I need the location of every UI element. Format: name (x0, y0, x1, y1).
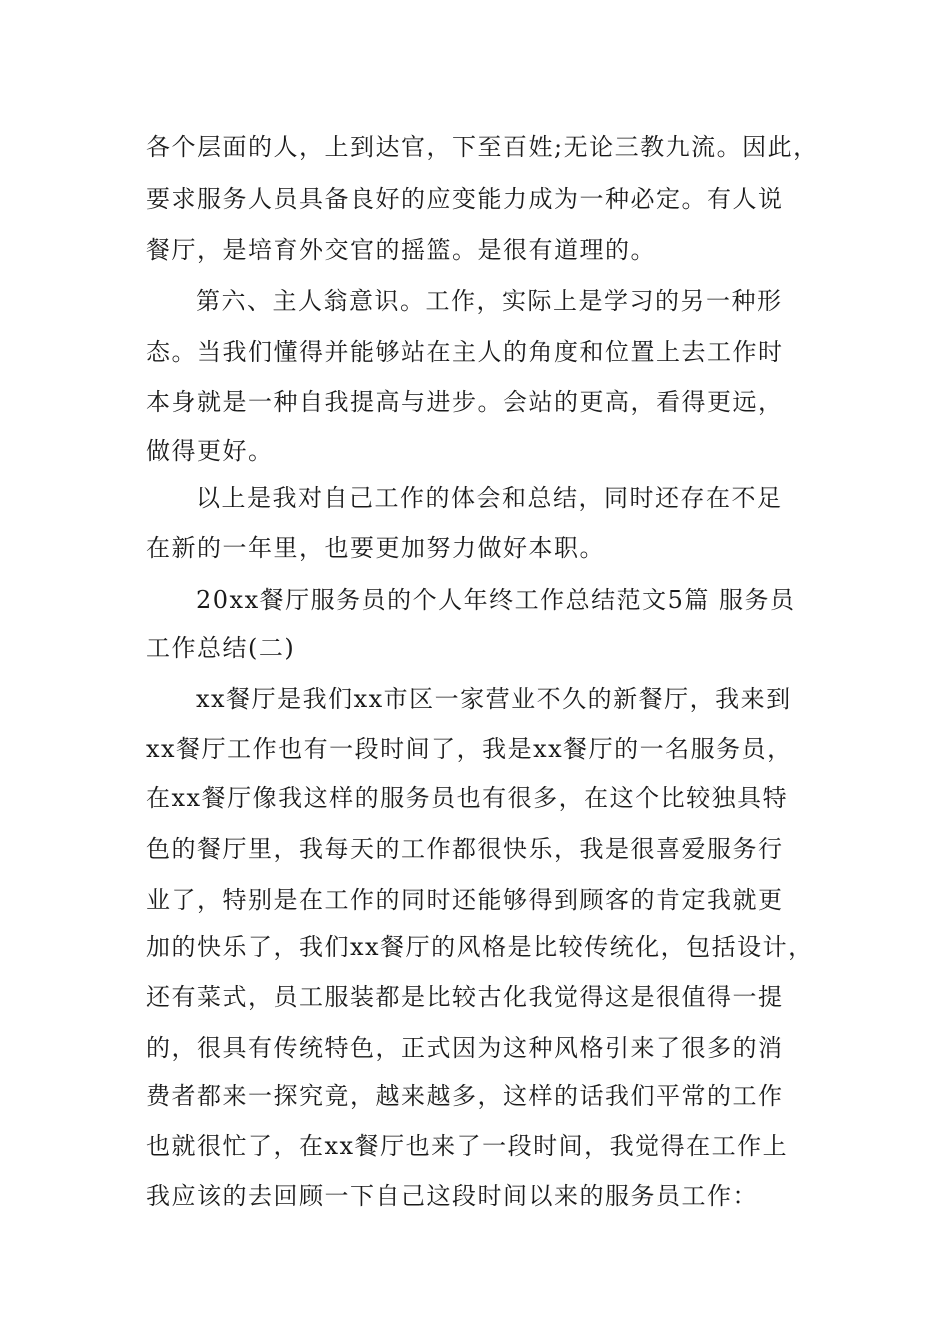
text-line: 要求服务人员具备良好的应变能力成为一种必定。有人说 (146, 185, 784, 213)
text-line: 在xx餐厅像我这样的服务员也有很多，在这个比较独具特 (146, 784, 789, 812)
text-line: 做得更好。 (146, 437, 274, 465)
text-line: 态。当我们懂得并能够站在主人的角度和位置上去工作时 (146, 338, 784, 366)
text-line: 业了，特别是在工作的同时还能够得到顾客的肯定我就更 (146, 886, 784, 914)
paragraph-start-line: 以上是我对自己工作的体会和总结，同时还存在不足 (196, 484, 783, 512)
text-line: 我应该的去回顾一下自己这段时间以来的服务员工作： (146, 1182, 758, 1210)
text-line: 餐厅，是培育外交官的摇篮。是很有道理的。 (146, 236, 656, 264)
text-line: 在新的一年里，也要更加努力做好本职。 (146, 534, 605, 562)
section-heading-line: 20xx餐厅服务员的个人年终工作总结范文5篇 服务员 (196, 586, 796, 614)
text-line: 色的餐厅里，我每天的工作都很快乐，我是很喜爱服务行 (146, 835, 784, 863)
paragraph-start-line: 第六、主人翁意识。工作，实际上是学习的另一种形 (196, 287, 783, 315)
text-line: 加的快乐了，我们xx餐厅的风格是比较传统化，包括设计， (146, 933, 814, 961)
text-line: xx餐厅工作也有一段时间了，我是xx餐厅的一名服务员， (146, 735, 793, 763)
text-line: 各个层面的人，上到达官，下至百姓;无论三教九流。因此， (146, 133, 819, 161)
text-line: 的，很具有传统特色，正式因为这种风格引来了很多的消 (146, 1034, 784, 1062)
section-heading-line: 工作总结(二) (146, 634, 296, 662)
text-line: 本身就是一种自我提高与进步。会站的更高，看得更远， (146, 388, 784, 416)
text-line: 也就很忙了，在xx餐厅也来了一段时间，我觉得在工作上 (146, 1132, 789, 1160)
paragraph-start-line: xx餐厅是我们xx市区一家营业不久的新餐厅，我来到 (196, 685, 792, 713)
text-line: 费者都来一探究竟，越来越多，这样的话我们平常的工作 (146, 1082, 784, 1110)
text-line: 还有菜式，员工服装都是比较古化我觉得这是很值得一提 (146, 983, 784, 1011)
